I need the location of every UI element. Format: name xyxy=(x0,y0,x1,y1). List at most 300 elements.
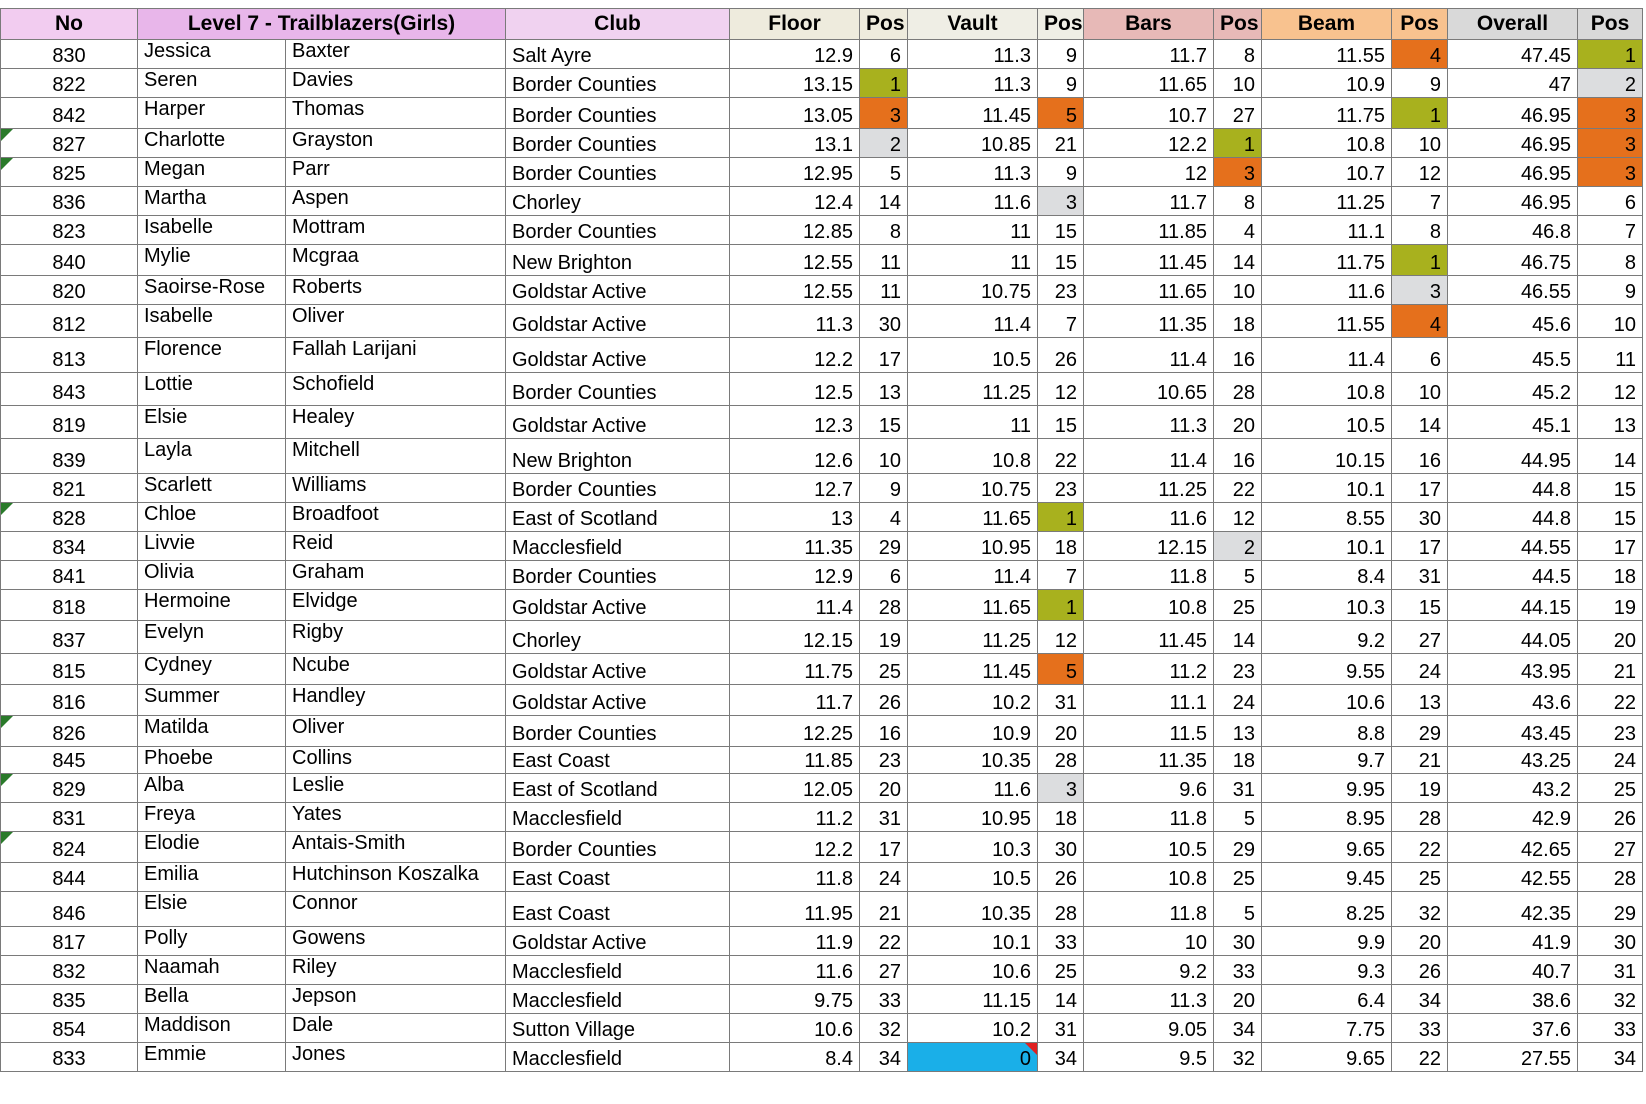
cell-first-name[interactable]: Polly xyxy=(138,927,286,956)
cell-overall-pos[interactable]: 17 xyxy=(1578,532,1643,561)
cell-vault-pos[interactable]: 21 xyxy=(1038,129,1084,158)
cell-last-name[interactable]: Connor xyxy=(286,892,506,927)
cell-floor-pos[interactable]: 15 xyxy=(860,406,908,439)
cell-bars-pos[interactable]: 10 xyxy=(1214,69,1262,98)
cell-floor-pos[interactable]: 8 xyxy=(860,216,908,245)
cell-beam[interactable]: 9.9 xyxy=(1262,927,1392,956)
cell-vault[interactable]: 11.45 xyxy=(908,98,1038,129)
cell-vault[interactable]: 11.25 xyxy=(908,373,1038,406)
cell-vault[interactable]: 10.35 xyxy=(908,892,1038,927)
cell-floor-pos[interactable]: 2 xyxy=(860,129,908,158)
cell-overall-pos[interactable]: 32 xyxy=(1578,985,1643,1014)
comment-indicator-icon[interactable] xyxy=(1,129,13,141)
cell-no[interactable]: 839 xyxy=(1,439,138,474)
cell-floor-pos[interactable]: 17 xyxy=(860,832,908,863)
cell-club[interactable]: Border Counties xyxy=(506,716,730,747)
cell-first-name[interactable]: Naamah xyxy=(138,956,286,985)
cell-last-name[interactable]: Hutchinson Koszalka xyxy=(286,863,506,892)
cell-bars-pos[interactable]: 20 xyxy=(1214,406,1262,439)
cell-vault-pos[interactable]: 31 xyxy=(1038,1014,1084,1043)
cell-beam-pos[interactable]: 4 xyxy=(1392,305,1448,338)
cell-bars-pos[interactable]: 12 xyxy=(1214,503,1262,532)
cell-first-name[interactable]: Lottie xyxy=(138,373,286,406)
cell-overall[interactable]: 42.55 xyxy=(1448,863,1578,892)
cell-club[interactable]: Border Counties xyxy=(506,158,730,187)
cell-vault-pos[interactable]: 9 xyxy=(1038,40,1084,69)
cell-vault-pos[interactable]: 23 xyxy=(1038,474,1084,503)
cell-floor[interactable]: 13.15 xyxy=(730,69,860,98)
cell-floor-pos[interactable]: 20 xyxy=(860,774,908,803)
cell-bars[interactable]: 11.85 xyxy=(1084,216,1214,245)
cell-bars-pos[interactable]: 30 xyxy=(1214,927,1262,956)
cell-first-name[interactable]: Elsie xyxy=(138,406,286,439)
cell-club[interactable]: Border Counties xyxy=(506,474,730,503)
cell-floor-pos[interactable]: 9 xyxy=(860,474,908,503)
cell-vault-pos[interactable]: 5 xyxy=(1038,654,1084,685)
cell-no[interactable]: 844 xyxy=(1,863,138,892)
cell-floor-pos[interactable]: 29 xyxy=(860,532,908,561)
comment-indicator-icon[interactable] xyxy=(1,832,13,844)
cell-beam-pos[interactable]: 17 xyxy=(1392,474,1448,503)
cell-floor[interactable]: 11.85 xyxy=(730,747,860,774)
cell-beam-pos[interactable]: 19 xyxy=(1392,774,1448,803)
cell-floor-pos[interactable]: 14 xyxy=(860,187,908,216)
cell-overall[interactable]: 47 xyxy=(1448,69,1578,98)
cell-bars-pos[interactable]: 34 xyxy=(1214,1014,1262,1043)
cell-bars[interactable]: 12.2 xyxy=(1084,129,1214,158)
cell-last-name[interactable]: Collins xyxy=(286,747,506,774)
cell-last-name[interactable]: Healey xyxy=(286,406,506,439)
cell-club[interactable]: Border Counties xyxy=(506,561,730,590)
cell-beam[interactable]: 8.4 xyxy=(1262,561,1392,590)
header-floor-pos[interactable]: Pos xyxy=(860,9,908,40)
cell-beam-pos[interactable]: 12 xyxy=(1392,158,1448,187)
cell-first-name[interactable]: Elodie xyxy=(138,832,286,863)
cell-overall-pos[interactable]: 26 xyxy=(1578,803,1643,832)
cell-club[interactable]: East of Scotland xyxy=(506,774,730,803)
cell-vault[interactable]: 10.95 xyxy=(908,803,1038,832)
cell-bars[interactable]: 11.25 xyxy=(1084,474,1214,503)
cell-bars-pos[interactable]: 5 xyxy=(1214,892,1262,927)
cell-floor[interactable]: 10.6 xyxy=(730,1014,860,1043)
cell-vault[interactable]: 10.2 xyxy=(908,685,1038,716)
cell-bars-pos[interactable]: 18 xyxy=(1214,305,1262,338)
cell-beam-pos[interactable]: 10 xyxy=(1392,129,1448,158)
cell-floor-pos[interactable]: 32 xyxy=(860,1014,908,1043)
cell-overall[interactable]: 41.9 xyxy=(1448,927,1578,956)
cell-beam[interactable]: 10.1 xyxy=(1262,474,1392,503)
cell-floor[interactable]: 11.35 xyxy=(730,532,860,561)
cell-bars-pos[interactable]: 29 xyxy=(1214,832,1262,863)
cell-beam-pos[interactable]: 26 xyxy=(1392,956,1448,985)
cell-first-name[interactable]: Chloe xyxy=(138,503,286,532)
cell-vault[interactable]: 11.15 xyxy=(908,985,1038,1014)
cell-vault[interactable]: 10.75 xyxy=(908,276,1038,305)
cell-first-name[interactable]: Evelyn xyxy=(138,621,286,654)
cell-overall-pos[interactable]: 14 xyxy=(1578,439,1643,474)
cell-floor-pos[interactable]: 16 xyxy=(860,716,908,747)
cell-last-name[interactable]: Rigby xyxy=(286,621,506,654)
cell-vault[interactable] xyxy=(908,1043,1038,1072)
header-floor[interactable]: Floor xyxy=(730,9,860,40)
cell-club[interactable]: East Coast xyxy=(506,747,730,774)
cell-overall-pos[interactable]: 15 xyxy=(1578,503,1643,532)
cell-floor[interactable]: 12.9 xyxy=(730,561,860,590)
cell-beam[interactable]: 6.4 xyxy=(1262,985,1392,1014)
cell-club[interactable]: Goldstar Active xyxy=(506,685,730,716)
cell-last-name[interactable]: Williams xyxy=(286,474,506,503)
cell-club[interactable]: New Brighton xyxy=(506,245,730,276)
header-vault-pos[interactable]: Pos xyxy=(1038,9,1084,40)
cell-vault-pos[interactable]: 30 xyxy=(1038,832,1084,863)
cell-no[interactable]: 812 xyxy=(1,305,138,338)
cell-vault-pos[interactable]: 3 xyxy=(1038,187,1084,216)
cell-last-name[interactable]: Fallah Larijani xyxy=(286,338,506,373)
cell-floor[interactable]: 11.6 xyxy=(730,956,860,985)
cell-overall-pos[interactable]: 11 xyxy=(1578,338,1643,373)
cell-no[interactable]: 840 xyxy=(1,245,138,276)
cell-vault[interactable]: 10.5 xyxy=(908,863,1038,892)
cell-bars-pos[interactable]: 1 xyxy=(1214,129,1262,158)
cell-floor[interactable]: 11.9 xyxy=(730,927,860,956)
cell-vault-pos[interactable]: 12 xyxy=(1038,621,1084,654)
cell-beam-pos[interactable]: 32 xyxy=(1392,892,1448,927)
cell-bars-pos[interactable]: 27 xyxy=(1214,98,1262,129)
cell-no[interactable]: 854 xyxy=(1,1014,138,1043)
cell-floor[interactable]: 12.15 xyxy=(730,621,860,654)
cell-bars[interactable]: 11.35 xyxy=(1084,305,1214,338)
cell-club[interactable]: Macclesfield xyxy=(506,1043,730,1072)
comment-indicator-icon[interactable] xyxy=(1,716,13,728)
cell-vault[interactable]: 10.9 xyxy=(908,716,1038,747)
cell-beam[interactable]: 10.3 xyxy=(1262,590,1392,621)
cell-overall-pos[interactable]: 10 xyxy=(1578,305,1643,338)
cell-overall-pos[interactable]: 3 xyxy=(1578,158,1643,187)
cell-club[interactable]: Chorley xyxy=(506,187,730,216)
cell-club[interactable]: Goldstar Active xyxy=(506,927,730,956)
cell-beam[interactable]: 9.95 xyxy=(1262,774,1392,803)
comment-indicator-icon[interactable] xyxy=(1,503,13,515)
cell-first-name[interactable]: Megan xyxy=(138,158,286,187)
cell-overall-pos[interactable]: 8 xyxy=(1578,245,1643,276)
cell-last-name[interactable]: Jepson xyxy=(286,985,506,1014)
cell-club[interactable]: Goldstar Active xyxy=(506,305,730,338)
cell-vault-pos[interactable]: 28 xyxy=(1038,747,1084,774)
cell-overall[interactable]: 44.8 xyxy=(1448,474,1578,503)
cell-first-name[interactable]: Olivia xyxy=(138,561,286,590)
cell-beam-pos[interactable]: 31 xyxy=(1392,561,1448,590)
cell-floor-pos[interactable]: 31 xyxy=(860,803,908,832)
cell-floor-pos[interactable]: 22 xyxy=(860,927,908,956)
cell-beam-pos[interactable]: 17 xyxy=(1392,532,1448,561)
cell-last-name[interactable]: Oliver xyxy=(286,305,506,338)
cell-overall[interactable]: 40.7 xyxy=(1448,956,1578,985)
cell-no[interactable]: 830 xyxy=(1,40,138,69)
cell-bars[interactable]: 10.8 xyxy=(1084,590,1214,621)
cell-beam[interactable]: 11.55 xyxy=(1262,305,1392,338)
cell-vault[interactable]: 11.65 xyxy=(908,590,1038,621)
cell-no[interactable]: 822 xyxy=(1,69,138,98)
cell-vault-pos[interactable]: 34 xyxy=(1038,1043,1084,1072)
cell-last-name[interactable]: Ncube xyxy=(286,654,506,685)
cell-beam[interactable]: 9.2 xyxy=(1262,621,1392,654)
cell-first-name[interactable]: Phoebe xyxy=(138,747,286,774)
cell-no[interactable]: 841 xyxy=(1,561,138,590)
cell-vault-pos[interactable]: 1 xyxy=(1038,503,1084,532)
cell-bars-pos[interactable]: 18 xyxy=(1214,747,1262,774)
cell-overall-pos[interactable]: 30 xyxy=(1578,927,1643,956)
cell-vault-pos[interactable]: 26 xyxy=(1038,338,1084,373)
cell-bars[interactable]: 12 xyxy=(1084,158,1214,187)
cell-beam[interactable]: 10.7 xyxy=(1262,158,1392,187)
cell-vault[interactable]: 10.1 xyxy=(908,927,1038,956)
cell-vault-pos[interactable]: 15 xyxy=(1038,245,1084,276)
cell-last-name[interactable]: Parr xyxy=(286,158,506,187)
cell-vault-pos[interactable]: 23 xyxy=(1038,276,1084,305)
cell-no[interactable]: 845 xyxy=(1,747,138,774)
cell-last-name[interactable]: Mottram xyxy=(286,216,506,245)
cell-no[interactable] xyxy=(1,832,138,863)
cell-overall[interactable]: 44.95 xyxy=(1448,439,1578,474)
header-bars-pos[interactable]: Pos xyxy=(1214,9,1262,40)
cell-club[interactable]: Border Counties xyxy=(506,832,730,863)
cell-first-name[interactable]: Charlotte xyxy=(138,129,286,158)
cell-no[interactable] xyxy=(1,716,138,747)
cell-vault-pos[interactable]: 28 xyxy=(1038,892,1084,927)
cell-vault-pos[interactable]: 31 xyxy=(1038,685,1084,716)
cell-last-name[interactable]: Oliver xyxy=(286,716,506,747)
cell-beam[interactable]: 9.65 xyxy=(1262,832,1392,863)
cell-first-name[interactable]: Saoirse-Rose xyxy=(138,276,286,305)
cell-beam[interactable]: 10.8 xyxy=(1262,129,1392,158)
cell-beam-pos[interactable]: 1 xyxy=(1392,245,1448,276)
header-level[interactable]: Level 7 - Trailblazers(Girls) xyxy=(138,9,506,40)
cell-club[interactable]: East Coast xyxy=(506,863,730,892)
cell-overall[interactable]: 45.2 xyxy=(1448,373,1578,406)
cell-last-name[interactable]: Leslie xyxy=(286,774,506,803)
cell-floor-pos[interactable]: 19 xyxy=(860,621,908,654)
cell-overall[interactable]: 43.95 xyxy=(1448,654,1578,685)
cell-overall[interactable]: 46.8 xyxy=(1448,216,1578,245)
cell-no[interactable]: 837 xyxy=(1,621,138,654)
cell-first-name[interactable]: Martha xyxy=(138,187,286,216)
cell-floor[interactable]: 12.95 xyxy=(730,158,860,187)
cell-overall-pos[interactable]: 21 xyxy=(1578,654,1643,685)
cell-vault-pos[interactable]: 18 xyxy=(1038,532,1084,561)
cell-floor-pos[interactable]: 17 xyxy=(860,338,908,373)
cell-floor[interactable]: 12.2 xyxy=(730,832,860,863)
cell-beam[interactable]: 7.75 xyxy=(1262,1014,1392,1043)
cell-vault[interactable]: 10.75 xyxy=(908,474,1038,503)
cell-overall[interactable]: 46.95 xyxy=(1448,187,1578,216)
cell-vault[interactable]: 11.25 xyxy=(908,621,1038,654)
cell-floor-pos[interactable]: 24 xyxy=(860,863,908,892)
cell-vault[interactable]: 11.3 xyxy=(908,40,1038,69)
cell-vault[interactable]: 11.3 xyxy=(908,69,1038,98)
cell-last-name[interactable]: Roberts xyxy=(286,276,506,305)
cell-no[interactable]: 820 xyxy=(1,276,138,305)
cell-first-name[interactable]: Livvie xyxy=(138,532,286,561)
cell-floor[interactable]: 12.05 xyxy=(730,774,860,803)
cell-beam[interactable]: 11.25 xyxy=(1262,187,1392,216)
header-beam[interactable]: Beam xyxy=(1262,9,1392,40)
cell-last-name[interactable]: Riley xyxy=(286,956,506,985)
cell-club[interactable]: Border Counties xyxy=(506,98,730,129)
cell-vault[interactable]: 11.6 xyxy=(908,187,1038,216)
cell-last-name[interactable]: Dale xyxy=(286,1014,506,1043)
cell-beam-pos[interactable]: 10 xyxy=(1392,373,1448,406)
cell-first-name[interactable]: Matilda xyxy=(138,716,286,747)
cell-bars[interactable]: 9.05 xyxy=(1084,1014,1214,1043)
cell-overall-pos[interactable]: 3 xyxy=(1578,98,1643,129)
cell-beam-pos[interactable]: 25 xyxy=(1392,863,1448,892)
cell-no[interactable] xyxy=(1,158,138,187)
cell-overall[interactable]: 45.5 xyxy=(1448,338,1578,373)
cell-bars[interactable]: 11.7 xyxy=(1084,187,1214,216)
cell-floor[interactable]: 11.8 xyxy=(730,863,860,892)
cell-no[interactable] xyxy=(1,774,138,803)
cell-floor[interactable]: 12.7 xyxy=(730,474,860,503)
cell-bars-pos[interactable]: 31 xyxy=(1214,774,1262,803)
cell-bars-pos[interactable]: 14 xyxy=(1214,621,1262,654)
cell-club[interactable]: Salt Ayre xyxy=(506,40,730,69)
cell-bars-pos[interactable]: 20 xyxy=(1214,985,1262,1014)
cell-first-name[interactable]: Bella xyxy=(138,985,286,1014)
cell-no[interactable] xyxy=(1,129,138,158)
cell-last-name[interactable]: Mitchell xyxy=(286,439,506,474)
cell-no[interactable]: 842 xyxy=(1,98,138,129)
cell-overall[interactable]: 44.5 xyxy=(1448,561,1578,590)
cell-vault[interactable]: 10.3 xyxy=(908,832,1038,863)
cell-overall[interactable]: 43.2 xyxy=(1448,774,1578,803)
cell-floor-pos[interactable]: 30 xyxy=(860,305,908,338)
error-indicator-icon[interactable] xyxy=(1025,1043,1037,1055)
cell-beam-pos[interactable]: 20 xyxy=(1392,927,1448,956)
cell-beam[interactable]: 9.45 xyxy=(1262,863,1392,892)
cell-no[interactable]: 832 xyxy=(1,956,138,985)
cell-vault[interactable]: 10.95 xyxy=(908,532,1038,561)
cell-no[interactable]: 813 xyxy=(1,338,138,373)
cell-club[interactable]: Macclesfield xyxy=(506,956,730,985)
cell-no[interactable]: 815 xyxy=(1,654,138,685)
cell-vault[interactable]: 10.8 xyxy=(908,439,1038,474)
cell-beam[interactable]: 11.6 xyxy=(1262,276,1392,305)
comment-indicator-icon[interactable] xyxy=(1,774,13,786)
cell-vault-pos[interactable]: 9 xyxy=(1038,69,1084,98)
cell-overall-pos[interactable]: 22 xyxy=(1578,685,1643,716)
cell-floor[interactable]: 8.4 xyxy=(730,1043,860,1072)
cell-first-name[interactable]: Summer xyxy=(138,685,286,716)
cell-floor[interactable]: 12.4 xyxy=(730,187,860,216)
cell-first-name[interactable]: Isabelle xyxy=(138,305,286,338)
cell-last-name[interactable]: Mcgraa xyxy=(286,245,506,276)
cell-first-name[interactable]: Seren xyxy=(138,69,286,98)
cell-last-name[interactable]: Thomas xyxy=(286,98,506,129)
header-overall[interactable]: Overall xyxy=(1448,9,1578,40)
cell-first-name[interactable]: Elsie xyxy=(138,892,286,927)
cell-vault-pos[interactable]: 22 xyxy=(1038,439,1084,474)
cell-beam[interactable]: 10.6 xyxy=(1262,685,1392,716)
cell-bars[interactable]: 11.3 xyxy=(1084,406,1214,439)
cell-beam-pos[interactable]: 1 xyxy=(1392,98,1448,129)
cell-vault-pos[interactable]: 25 xyxy=(1038,956,1084,985)
cell-floor-pos[interactable]: 11 xyxy=(860,245,908,276)
cell-no[interactable]: 817 xyxy=(1,927,138,956)
cell-last-name[interactable]: Elvidge xyxy=(286,590,506,621)
cell-beam[interactable]: 10.9 xyxy=(1262,69,1392,98)
cell-overall[interactable]: 44.05 xyxy=(1448,621,1578,654)
cell-club[interactable]: Border Counties xyxy=(506,216,730,245)
cell-beam-pos[interactable]: 29 xyxy=(1392,716,1448,747)
cell-bars[interactable]: 11.35 xyxy=(1084,747,1214,774)
cell-floor[interactable]: 13 xyxy=(730,503,860,532)
cell-overall[interactable]: 47.45 xyxy=(1448,40,1578,69)
cell-floor-pos[interactable]: 34 xyxy=(860,1043,908,1072)
cell-vault-pos[interactable]: 26 xyxy=(1038,863,1084,892)
cell-overall[interactable]: 42.9 xyxy=(1448,803,1578,832)
cell-club[interactable]: Goldstar Active xyxy=(506,406,730,439)
cell-beam[interactable]: 11.75 xyxy=(1262,245,1392,276)
cell-bars-pos[interactable]: 28 xyxy=(1214,373,1262,406)
cell-last-name[interactable]: Gowens xyxy=(286,927,506,956)
cell-beam-pos[interactable]: 21 xyxy=(1392,747,1448,774)
cell-overall-pos[interactable]: 2 xyxy=(1578,69,1643,98)
cell-bars[interactable]: 11.4 xyxy=(1084,338,1214,373)
cell-overall[interactable]: 46.75 xyxy=(1448,245,1578,276)
cell-first-name[interactable]: Alba xyxy=(138,774,286,803)
cell-overall-pos[interactable]: 31 xyxy=(1578,956,1643,985)
cell-last-name[interactable]: Grayston xyxy=(286,129,506,158)
cell-floor[interactable]: 11.7 xyxy=(730,685,860,716)
cell-first-name[interactable]: Emilia xyxy=(138,863,286,892)
cell-vault-pos[interactable]: 7 xyxy=(1038,305,1084,338)
header-no[interactable]: No xyxy=(1,9,138,40)
cell-bars[interactable]: 11.45 xyxy=(1084,245,1214,276)
cell-bars[interactable]: 10.65 xyxy=(1084,373,1214,406)
cell-bars-pos[interactable]: 16 xyxy=(1214,338,1262,373)
cell-bars-pos[interactable]: 25 xyxy=(1214,863,1262,892)
cell-beam[interactable]: 10.1 xyxy=(1262,532,1392,561)
cell-floor-pos[interactable]: 10 xyxy=(860,439,908,474)
cell-vault-pos[interactable]: 15 xyxy=(1038,216,1084,245)
cell-floor-pos[interactable]: 1 xyxy=(860,69,908,98)
cell-club[interactable]: Goldstar Active xyxy=(506,338,730,373)
cell-bars-pos[interactable]: 5 xyxy=(1214,803,1262,832)
cell-overall-pos[interactable]: 15 xyxy=(1578,474,1643,503)
cell-overall-pos[interactable]: 12 xyxy=(1578,373,1643,406)
cell-floor[interactable]: 13.1 xyxy=(730,129,860,158)
cell-bars[interactable]: 12.15 xyxy=(1084,532,1214,561)
cell-overall[interactable]: 27.55 xyxy=(1448,1043,1578,1072)
cell-overall-pos[interactable]: 20 xyxy=(1578,621,1643,654)
cell-overall[interactable]: 44.15 xyxy=(1448,590,1578,621)
header-club[interactable]: Club xyxy=(506,9,730,40)
cell-overall-pos[interactable]: 7 xyxy=(1578,216,1643,245)
cell-club[interactable]: Border Counties xyxy=(506,129,730,158)
cell-bars-pos[interactable]: 32 xyxy=(1214,1043,1262,1072)
cell-beam-pos[interactable]: 15 xyxy=(1392,590,1448,621)
cell-bars[interactable]: 11.8 xyxy=(1084,803,1214,832)
cell-overall[interactable]: 42.65 xyxy=(1448,832,1578,863)
cell-floor-pos[interactable]: 6 xyxy=(860,561,908,590)
cell-beam[interactable]: 11.75 xyxy=(1262,98,1392,129)
cell-floor[interactable]: 11.3 xyxy=(730,305,860,338)
cell-beam[interactable]: 11.55 xyxy=(1262,40,1392,69)
cell-last-name[interactable]: Broadfoot xyxy=(286,503,506,532)
cell-last-name[interactable]: Jones xyxy=(286,1043,506,1072)
cell-vault[interactable]: 11.4 xyxy=(908,305,1038,338)
cell-overall-pos[interactable]: 25 xyxy=(1578,774,1643,803)
